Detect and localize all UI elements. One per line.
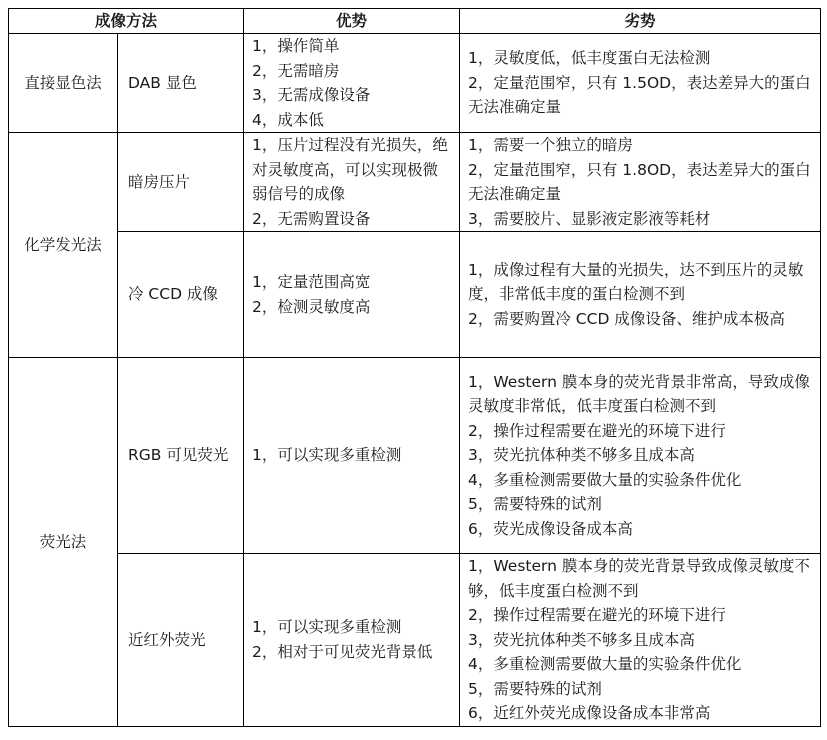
submethod-cell: DAB 显色: [118, 34, 244, 133]
list-item: 1，成像过程有大量的光损失，达不到压片的灵敏度，非常低丰度的蛋白检测不到: [468, 260, 804, 304]
list-item: 1，需要一个独立的暗房: [468, 136, 633, 154]
list-item: 1，操作简单: [252, 37, 340, 55]
list-item: 3，需要胶片、显影液定影液等耗材: [468, 209, 711, 228]
list-item: 2，无需购置设备: [252, 209, 371, 228]
submethod-cell: 暗房压片: [118, 133, 244, 232]
header-advantages: 优势: [244, 9, 460, 34]
advantages-cell: [244, 232, 460, 358]
list-item: 1，Western 膜本身的荧光背景非常高，导致成像灵敏度非常低，低丰度蛋白检测不到: [468, 372, 810, 416]
method-cell: 直接显色法: [9, 34, 118, 133]
header-row: [9, 9, 821, 34]
disadvantages-cell: [460, 34, 821, 133]
list-item: 6，荧光成像设备成本高: [468, 519, 633, 538]
list-item: 4，成本低: [252, 110, 324, 129]
advantages-cell: [244, 358, 460, 554]
list-item: 3，无需成像设备: [252, 86, 371, 104]
list-item: 5，需要特殊的试剂: [468, 495, 602, 514]
list-item: 4，多重检测需要做大量的实验条件优化: [468, 470, 742, 489]
list-item: 2，定量范围窄，只有 1.5OD，表达差异大的蛋白无法准确定量: [468, 73, 811, 116]
list-item: 2，无需暗房: [252, 61, 340, 80]
disadvantages-cell: [460, 554, 821, 727]
list-item: 1，Western 膜本身的荧光背景导致成像灵敏度不够，低丰度蛋白检测不到: [468, 557, 810, 600]
list-item: 2，需要购置冷 CCD 成像设备、维护成本极高: [468, 309, 785, 328]
list-item: 2，操作过程需要在避光的环境下进行: [468, 421, 726, 440]
list-item: 2，操作过程需要在避光的环境下进行: [468, 606, 726, 624]
header-method: 成像方法: [9, 9, 244, 34]
list-item: 1，灵敏度低，低丰度蛋白无法检测: [468, 49, 711, 67]
table-row: [9, 358, 821, 554]
submethod-cell: 近红外荧光: [118, 554, 244, 727]
table-row: [9, 554, 821, 727]
advantages-cell: [244, 34, 460, 133]
list-item: 2，定量范围窄，只有 1.8OD，表达差异大的蛋白无法准确定量: [468, 160, 811, 203]
table-row: [9, 133, 821, 232]
table-row: [9, 34, 821, 133]
list-item: 3，荧光抗体种类不够多且成本高: [468, 630, 695, 649]
submethod-cell: RGB 可见荧光: [118, 358, 244, 554]
list-item: 1，定量范围高宽: [252, 273, 371, 291]
list-item: 4，多重检测需要做大量的实验条件优化: [468, 655, 742, 673]
advantages-cell: [244, 554, 460, 727]
list-item: 2，检测灵敏度高: [252, 297, 371, 316]
list-item: 2，相对于可见荧光背景低: [252, 642, 433, 661]
list-item: 3，荧光抗体种类不够多且成本高: [468, 446, 695, 465]
list-item: 6，近红外荧光成像设备成本非常高: [468, 704, 711, 722]
list-item: 1，可以实现多重检测: [252, 446, 402, 465]
disadvantages-cell: [460, 358, 821, 554]
table-row: [9, 232, 821, 358]
imaging-methods-table: [8, 8, 821, 727]
list-item: 1，压片过程没有光损失，绝对灵敏度高，可以实现极微弱信号的成像: [252, 136, 448, 203]
list-item: 1，可以实现多重检测: [252, 618, 402, 637]
disadvantages-cell: [460, 133, 821, 232]
disadvantages-cell: [460, 232, 821, 358]
method-cell: 荧光法: [9, 358, 118, 727]
method-cell: 化学发光法: [9, 133, 118, 358]
list-item: 5，需要特殊的试剂: [468, 679, 602, 698]
header-disadvantages: 劣势: [460, 9, 821, 34]
advantages-cell: [244, 133, 460, 232]
submethod-cell: 冷 CCD 成像: [118, 232, 244, 358]
